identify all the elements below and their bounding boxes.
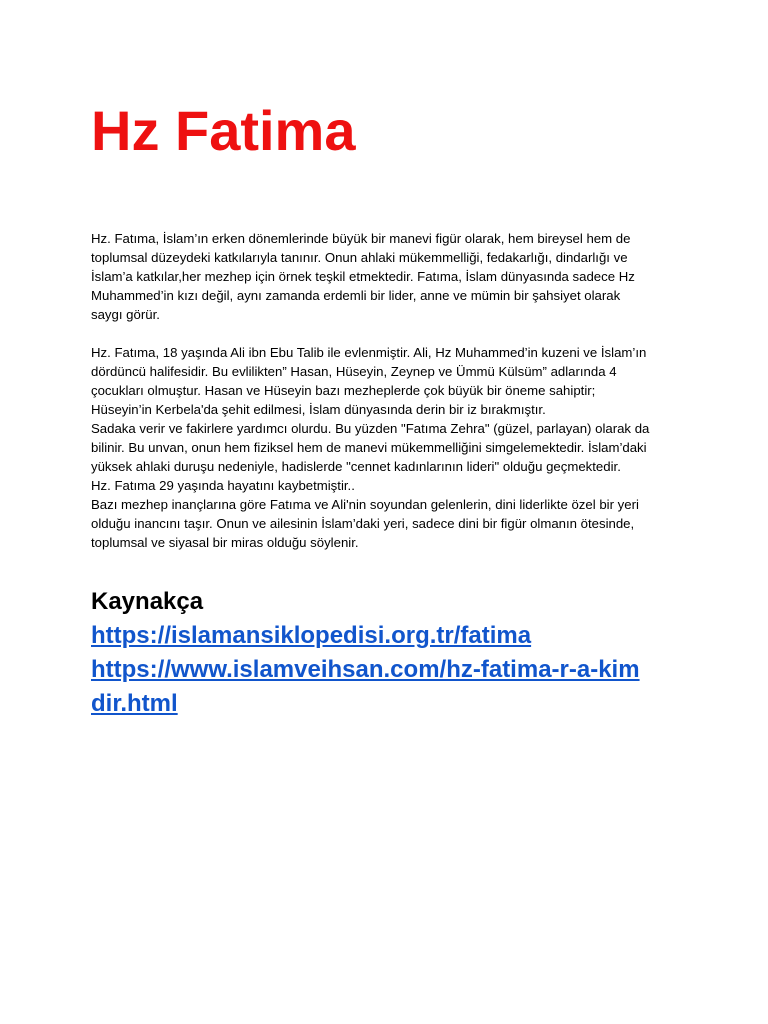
paragraph-line: bilinir. Bu unvan, onun hem fiziksel hem de manevi mükemmelliğini simgelemektedir. İslam’daki (91, 440, 647, 455)
source-link-text[interactable]: dir.html (91, 690, 178, 717)
paragraph-line: dördüncü halifesidir. Bu evlilikten” Hasan, Hüseyin, Zeynep ve Ümmü Külsüm” adlarında 4 (91, 364, 617, 379)
paragraph-line: Hz. Fatıma, İslam’ın erken dönemlerinde büyük bir manevi figür olarak, hem bireysel hem de (91, 231, 631, 246)
paragraph (91, 229, 691, 324)
paragraph-line: Hz. Fatıma, 18 yaşında Ali ibn Ebu Talib ile evlenmiştir. Ali, Hz Muhammed’in kuzeni ve İslam’ın (91, 345, 647, 360)
source-link-text[interactable]: https://www.islamveihsan.com/hz-fatima-r-a-kim (91, 656, 640, 683)
source-link-text[interactable]: https://islamansiklopedisi.org.tr/fatima (91, 622, 532, 649)
paragraph-line: çocukları olmuştur. Hasan ve Hüseyin bazı mezheplerde çok büyük bir öneme sahiptir; (91, 383, 596, 398)
source-link[interactable] (91, 619, 691, 653)
references-heading: Kaynakça (91, 588, 204, 615)
paragraph-line: Bazı mezhep inançlarına göre Fatıma ve Ali'nin soyundan gelenlerin, dini liderlikte özel bir yeri (91, 497, 639, 512)
paragraph-line: Hüseyin’in Kerbela'da şehit edilmesi, İslam dünyasında derin bir iz bırakmıştır. (91, 402, 546, 417)
source-link[interactable] (91, 653, 691, 721)
paragraph-line: Muhammed’in kızı değil, aynı zamanda erdemli bir lider, anne ve mümin bir şahsiyet olarak (91, 288, 621, 303)
document-title: Hz Fatima (91, 99, 356, 162)
paragraph-line: toplumsal ve siyasal bir miras olduğu söylenir. (91, 535, 359, 550)
paragraph-line: olduğu inancını taşır. Onun ve ailesinin İslam’daki yeri, sadece dini bir figür olmanın ötesinde, (91, 516, 635, 531)
paragraph-line: Hz. Fatıma 29 yaşında hayatını kaybetmiştir.. (91, 478, 355, 493)
paragraph-line: saygı görür. (91, 307, 160, 322)
document-body (91, 229, 691, 571)
paragraph-line: toplumsal düzeydeki katkılarıyla tanınır. Onun ahlaki mükemmelliği, fedakarlığı, dindarlığı ve (91, 250, 628, 265)
paragraph (91, 343, 691, 552)
paragraph-line: yüksek ahlaki duruşu nedeniyle, hadislerde "cennet kadınlarının lideri" olduğu geçmektedir. (91, 459, 621, 474)
references-section (91, 585, 691, 721)
paragraph-line: İslam’a katkılar,her mezhep için örnek teşkil etmektedir. Fatıma, İslam dünyasında sadece Hz (91, 269, 635, 284)
references-list (91, 619, 691, 721)
paragraph-line: Sadaka verir ve fakirlere yardımcı olurdu. Bu yüzden "Fatıma Zehra" (güzel, parlayan) olarak da (91, 421, 650, 436)
